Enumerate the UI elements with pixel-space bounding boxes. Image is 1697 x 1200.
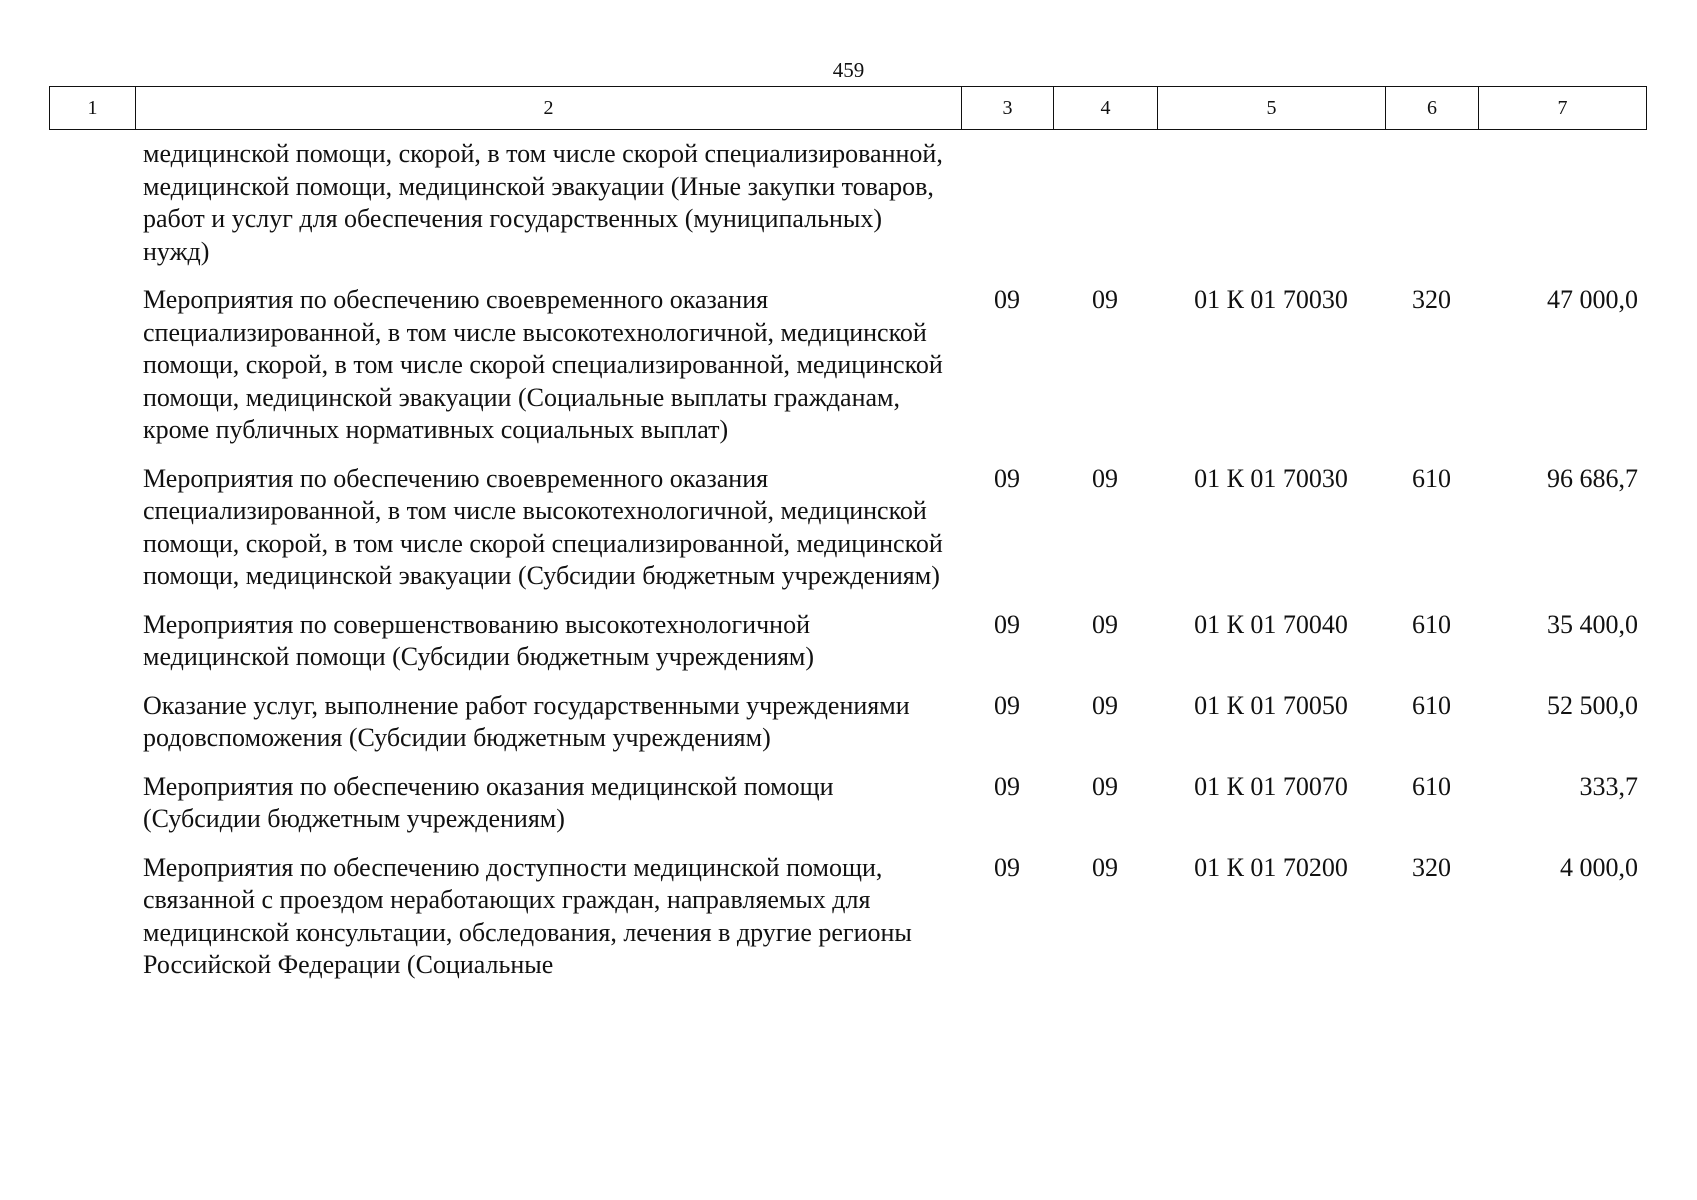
header-cell-7: 7 — [1479, 87, 1647, 130]
expense-type-code: 610 — [1412, 690, 1451, 720]
page-number: 459 — [832, 58, 865, 82]
item-name: Мероприятия по обеспечению доступности медицинской помощи, связанной с проездом неработающих граждан, направляемых для медицинской консультации, обследования, лечения в другие регионы Российской Федерации (Социальные — [143, 852, 912, 979]
section-code: 09 — [994, 285, 1020, 314]
amount: 4 000,0 — [1560, 852, 1638, 882]
table-row — [49, 138, 1646, 268]
row-number-cell — [49, 852, 135, 982]
section-code — [961, 138, 1053, 268]
header-cell-1: 1 — [50, 87, 136, 130]
expense-type-code: 610 — [1412, 609, 1451, 639]
item-name: Мероприятия по совершенствованию высокотехнологичной медицинской помощи (Субсидии бюджетным учреждениям) — [143, 609, 815, 671]
target-article-code: 01 К 01 70030 — [1194, 285, 1348, 314]
subsection-code: 09 — [1092, 285, 1118, 314]
section-code: 09 — [994, 690, 1020, 720]
subsection-code: 09 — [1092, 690, 1118, 720]
amount: 47 000,0 — [1547, 285, 1638, 314]
target-article-code — [1157, 138, 1385, 268]
table-row — [49, 284, 1646, 447]
amount: 333,7 — [1579, 771, 1638, 801]
row-number-cell — [49, 690, 135, 755]
header-cell-3: 3 — [962, 87, 1054, 130]
amount: 35 400,0 — [1547, 609, 1638, 639]
table-row — [49, 771, 1646, 836]
row-number-cell — [49, 284, 135, 447]
subsection-code — [1053, 138, 1157, 268]
header-row — [50, 87, 1647, 130]
row-number-cell — [49, 771, 135, 836]
target-article-code: 01 К 01 70200 — [1194, 852, 1348, 882]
row-number-cell — [49, 463, 135, 593]
section-code: 09 — [994, 771, 1020, 801]
table-row — [49, 690, 1646, 755]
subsection-code: 09 — [1092, 771, 1118, 801]
subsection-code: 09 — [1092, 609, 1118, 639]
section-code: 09 — [994, 609, 1020, 639]
header-cell-4: 4 — [1054, 87, 1158, 130]
item-name: Мероприятия по обеспечению своевременного оказания специализированной, в том числе высокотехнологичной, медицинской помощи, скорой, в том числе скорой специализированной, медицинской помощи, медицинской эвакуации (Социальные выплаты гражданам, кроме публичных нормативных социальных выплат) — [143, 285, 943, 444]
expense-type-code — [1385, 138, 1478, 268]
header-cell-6: 6 — [1386, 87, 1479, 130]
table-row — [49, 463, 1646, 593]
expense-type-code: 610 — [1412, 771, 1451, 801]
expense-type-code: 320 — [1412, 852, 1451, 882]
expense-type-code: 320 — [1412, 285, 1451, 314]
expense-type-code: 610 — [1412, 463, 1451, 493]
item-name: Оказание услуг, выполнение работ государственными учреждениями родовспоможения (Субсидии бюджетным учреждениям) — [143, 690, 910, 752]
subsection-code: 09 — [1092, 463, 1118, 493]
section-code: 09 — [994, 463, 1020, 493]
column-number-header — [49, 86, 1647, 130]
section-code: 09 — [994, 852, 1020, 882]
row-number-cell — [49, 138, 135, 268]
amount — [1478, 138, 1646, 268]
target-article-code: 01 К 01 70050 — [1194, 690, 1348, 720]
target-article-code: 01 К 01 70040 — [1194, 609, 1348, 639]
item-name: Мероприятия по обеспечению своевременного оказания специализированной, в том числе высокотехнологичной, медицинской помощи, скорой, в том числе скорой специализированной, медицинской помощи, медицинской эвакуации (Субсидии бюджетным учреждениям) — [143, 463, 943, 590]
target-article-code: 01 К 01 70030 — [1194, 463, 1348, 493]
table-row — [49, 852, 1646, 982]
amount: 96 686,7 — [1547, 463, 1638, 493]
amount: 52 500,0 — [1547, 690, 1638, 720]
item-name: медицинской помощи, скорой, в том числе скорой специализированной, медицинской помощи, медицинской эвакуации (Иные закупки товаров, работ и услуг для обеспечения государственных (муниципальных) нужд) — [143, 139, 943, 266]
target-article-code: 01 К 01 70070 — [1194, 771, 1348, 801]
table-row — [49, 609, 1646, 674]
header-cell-2: 2 — [136, 87, 962, 130]
budget-table-body — [49, 138, 1646, 998]
subsection-code: 09 — [1092, 852, 1118, 882]
row-number-cell — [49, 609, 135, 674]
header-cell-5: 5 — [1158, 87, 1386, 130]
item-name: Мероприятия по обеспечению оказания медицинской помощи (Субсидии бюджетным учреждениям) — [143, 771, 834, 833]
